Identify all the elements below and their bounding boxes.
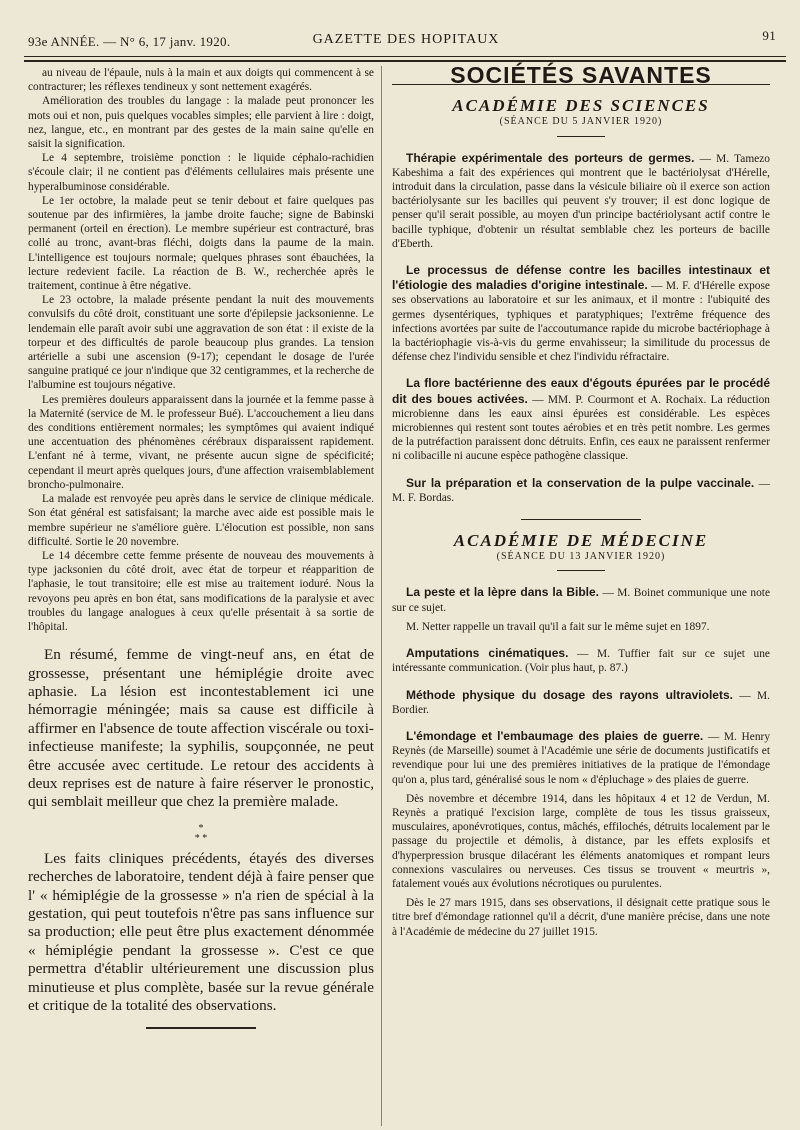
case-report [28, 66, 374, 634]
page-header [28, 28, 784, 54]
paragraph: Les premières douleurs apparaissent dans la journée et la femme passe à la Maternité (service de M. le professeur Bué). L'accouchement a lieu dans des conditions entièrement normales; les symptômes qui avaient indiqué une accentuation des phénomènes cérébraux disparaissent rapidement. L'enfant né à terme, vivant, ne présente aucun signe de spécificité; cependant il meurt après quelques jours, d'une affection vraisemblablement broncho-pulmonaire. [28, 393, 374, 491]
academy-sciences-title: ACADÉMIE DES SCIENCES [452, 96, 710, 116]
paragraph: Le 14 décembre cette femme présente de nouveau des mouvements à type jacksonien du côté droit, avec état de torpeur et réapparition de l'aphasie, le tout transitoire; elle est mise au traitement ioduré. Nous la revoyons peu après en bon état, sans modifications de la paralysie et avec troubles du langage analogues à ceux qu'elle présentait à sa sortie de l'hôpital. [28, 549, 374, 633]
right-column [392, 64, 770, 1124]
entry: Méthode physique du dosage des rayons ultraviolets. — M. Bordier. [392, 687, 770, 716]
short-rule [557, 136, 605, 137]
journal-title: GAZETTE DES HOPITAUX [312, 32, 500, 47]
issue-info: 93e ANNÉE. — N° 6, 17 janv. 1920. [28, 34, 231, 49]
section-title: SOCIÉTÉS SAVANTES [450, 62, 712, 88]
conclusion-paragraph: Les faits cliniques précédents, étayés des diverses recherches de laboratoire, tendent déjà à faire penser que l' « hémiplégie de la grossesse » n'a rien de spécial à la gestation, qui peut toutefois n'être pas sans influence sur sa production; elle peut être plus exactement dénommée « hémiplégie pendant la grossesse ». C'est ce que permettra d'établir ultérieurement une discussion plus minutieuse et plus complète, basée sur la revue générale et critique de la totalité des observations. [28, 849, 374, 1015]
asterisk-separator: * * * [194, 822, 208, 844]
header-rule [24, 56, 786, 57]
entry: La flore bactérienne des eaux d'égouts épurées par le procédé dit des boues activées. — MM. P. Courmont et A. Rochaix. La réduction microbienne dans les eaux ainsi épurées est considérable. Les espèces microbiennes qui restent sont toutes aérobies et en très petit nombre. Les germes de la putréfaction paraissent donc détruits. Enfin, ces eaux ne paraissent renfermer ni colibacille ni aucune espèce pathogène classique. [392, 376, 770, 463]
paragraph: au niveau de l'épaule, nuls à la main et aux doigts qui commencent à se contracturer; les réflexes tendineux y sont nettement exagérés. [28, 67, 374, 94]
entry: Sur la préparation et la conservation de la pulpe vaccinale. — M. F. Bordas. [392, 475, 771, 504]
session-date: (SÉANCE DU 5 JANVIER 1920) [499, 116, 663, 128]
entry: Le processus de défense contre les bacilles intestinaux et l'étiologie des maladies d'origine intestinale. — M. F. d'Hérelle expose ses observations au laboratoire et sur les animaux, et il montre : l'ubiquité des germes dysentériques, typhiques et paratyphiques; l'extrême fréquence des infections avortées par suite de l'accoutumance rapide du microbe bactériophage à la bactériophagie vis-à-vis du germe envahisseur; la similitude du processus de défense chez l'individu sensible et chez l'individu réfractaire. [392, 263, 770, 364]
entry: Dès novembre et décembre 1914, dans les hôpitaux 4 et 12 de Verdun, M. Reynès a pratiqué l'excision large, complète de tous les tissus graisseux, musculaires, aponévrotiques, contus, mâchés, effilochés, détruits localement par le passage du projectile et démolis, à distance, par les effets explosifs et d'hyperpression brusque dilacérant les éléments anatomiques et rompant leurs connexions vasculaires ou nerveuses. Ces tissus se trouvent « meurtris », fatalement voués aux évolutions nécrotiques ou purulentes. [392, 792, 770, 890]
page-number: 91 [762, 28, 776, 43]
summary [28, 646, 374, 1029]
entry: Dès le 27 mars 1915, dans ses observations, il désignait cette pratique sous le titre bref d'émondage rationnel qu'il a décrit, d'une manière précise, dans une note à l'Académie de médecine du 27 juillet 1915. [392, 897, 770, 938]
column-divider [381, 66, 382, 1126]
section-separator [521, 519, 641, 520]
paragraph: Le 23 octobre, la malade présente pendant la nuit des mouvements convulsifs du côté droit, constituant une sorte d'épilepsie jacksonienne. Le lendemain elle paraît avoir subi une aggravation de son état : il existe de la torpeur et des difficultés de parole beaucoup plus grandes. La tension artérielle a subi une ascension (9-17); cependant le dosage de l'urée sanguine pratiqué ce jour n'indique que 32 centigrammes, et la recherche de l'albumine est toujours négative. [28, 294, 374, 392]
short-rule [557, 570, 605, 571]
academy-medecine-title: ACADÉMIE DE MÉDECINE [453, 531, 709, 551]
entry: L'émondage et l'embaumage des plaies de guerre. — M. Henry Reynès (de Marseille) soumet à l'Académie une série de documents justificatifs et revendique pour lui une des premières initiatives de la pratique de l'émondage qu'on a, plus tard, généralisé sous le nom « d'épluchage » des plaies de guerre. [392, 728, 771, 786]
paragraph: La malade est renvoyée peu après dans le service de clinique médicale. Son état général est satisfaisant; la marche avec aide est possible mais le membre supérieur ne s'améliore guère. L'élocution est possible, non sans difficulté. Sortie le 20 novembre. [28, 493, 374, 548]
sciences-entries [392, 151, 770, 505]
left-column [28, 66, 374, 1126]
entry: Thérapie expérimentale des porteurs de germes. — M. Tamezo Kabeshima a fait des expériences qui montrent que le bactériolysat d'Hérelle, introduit dans la circulation, passe dans la vésicule biliaire où il exerce son action bactériolysante sur les bacilles qui peuvent s'y trouver; il est donc logique de penser qu'il serait possible, au moyen d'un principe bactériolysant actif contre le bacille typhique, d'obtenir un résultat semblable chez les porteurs de bacille d'Eberth. [392, 150, 770, 250]
end-ornament [146, 1027, 256, 1029]
medecine-entries [392, 585, 770, 938]
entry: Amputations cinématiques. — M. Tuffier fait sur ce sujet une intéressante communication. (Voir plus haut, p. 87.) [392, 646, 770, 675]
paragraph: Le 1er octobre, la malade peut se tenir debout et faire quelques pas soutenue par des infirmières, la jambe droite fauche; signe de Babinski permanent (orteil en érection). Le membre supérieur est contracturé, bras collé au tronc, avant-bras fléchi, doigts dans la paume de la main. L'intelligence est toujours normale; quelques phrases sont ébauchées, la lecture redevient facile. La réaction de B. W., recherchée après le traitement, continue à être négative. [28, 194, 374, 293]
entry: M. Netter rappelle un travail qu'il a fait sur le même sujet en 1897. [406, 620, 710, 633]
entry: La peste et la lèpre dans la Bible. — M. Boinet communique une note sur ce sujet. [392, 585, 770, 614]
session-date: (SÉANCE DU 13 JANVIER 1920) [496, 551, 666, 563]
summary-paragraph: En résumé, femme de vingt-neuf ans, en état de grossesse, présentant une hémiplégie droite avec aphasie. La lésion est incontestablement ici une hémorragie méningée; mais sa cause est difficile à affirmer en l'absence de toute affection viscérale ou toxi-infectieuse manifeste; la syphilis, soupçonnée, ne peut être accusée avec certitude. Le retour des accidents à deux reprises est de nature à faire réserver le pronostic, qui semblait meilleur que chez la première malade. [28, 646, 374, 811]
paragraph: Amélioration des troubles du langage : la malade peut prononcer les mots oui et non, puis quelques vocables simples; elle parvient à lire : doigt, nez, langue, etc., en montrant par des gestes de la main saine qu'elle en saisit la signification. [28, 95, 374, 151]
paragraph: Le 4 septembre, troisième ponction : le liquide céphalo-rachidien s'écoule clair; il ne contient pas d'éléments cellulaires mais présente une hyperalbuminose considérable. [28, 152, 374, 193]
